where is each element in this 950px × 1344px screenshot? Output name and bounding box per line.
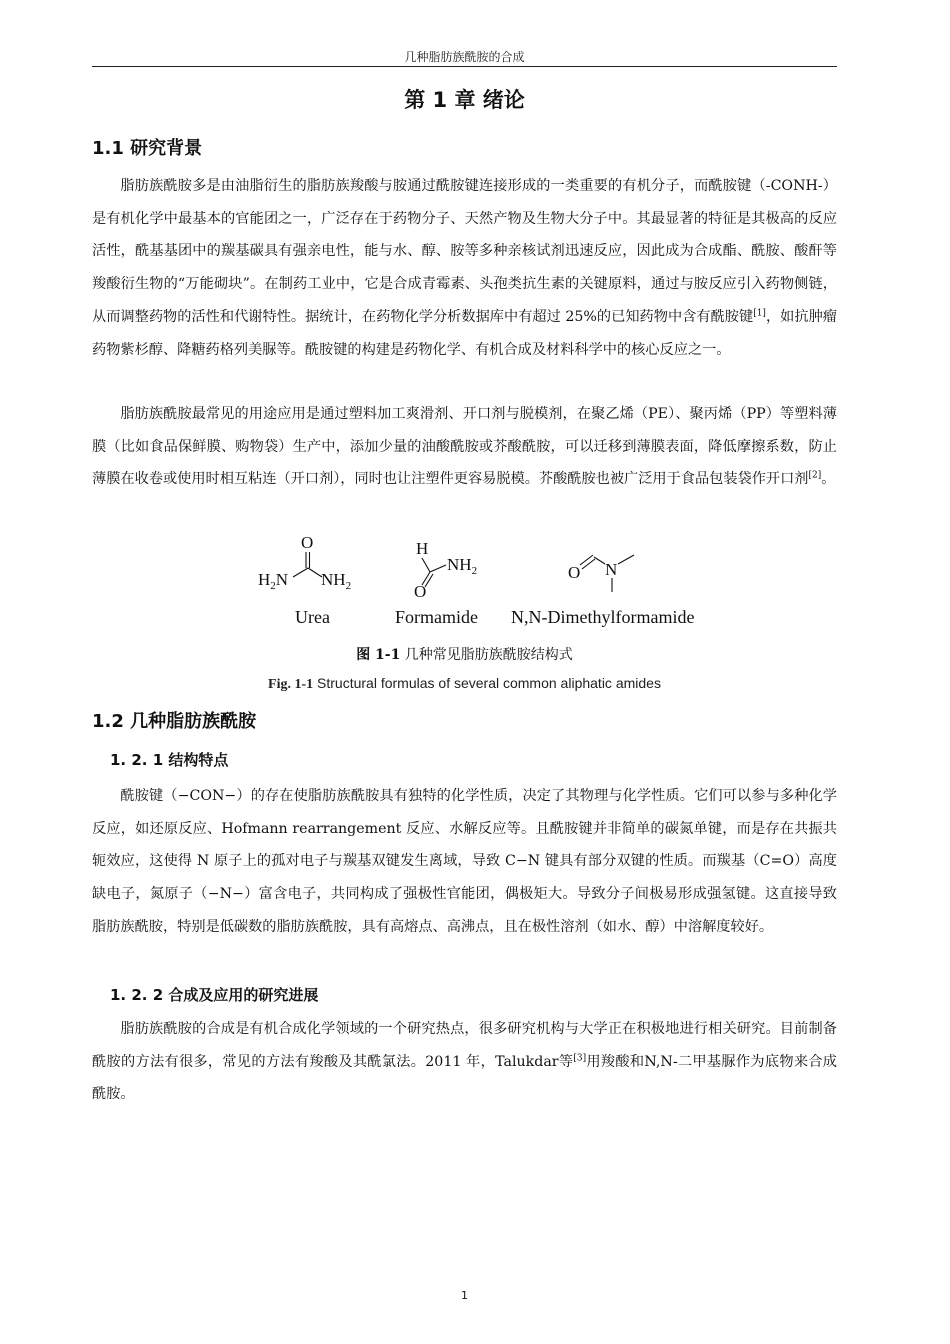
molecule-label-urea: Urea bbox=[295, 607, 330, 627]
structural-formulas bbox=[250, 532, 720, 632]
figure-caption-en bbox=[92, 675, 837, 693]
urea-left-amine: $H_2N$ bbox=[258, 570, 289, 592]
urea-structure bbox=[258, 533, 351, 592]
paragraph-background-1 bbox=[92, 170, 837, 366]
formamide-amine: $NH_2$ bbox=[447, 555, 478, 577]
paragraph-text: 。 bbox=[821, 471, 836, 488]
dmf-structure bbox=[568, 555, 634, 592]
paragraph-text: 脂肪族酰胺最常见的用途应用是通过塑料加工爽滑剂、开口剂与脱模剂，在聚乙烯（PE）、聚丙烯（PP）等塑料薄膜（比如食品保鲜膜、购物袋）生产中，添加少量的油酸酰胺或芥酸酰胺，可以迁移到薄膜表面，降低摩擦系数，防止薄膜在收卷或使用时相互粘连（开口剂），同时也让注塑件更容易脱模。芥酸酰胺也被广泛用于食品包装袋作开口剂 bbox=[92, 406, 837, 488]
formamide-structure bbox=[414, 539, 477, 601]
dmf-oxygen: O bbox=[568, 563, 581, 582]
molecule-label-dmf: N,N-Dimethylformamide bbox=[511, 607, 695, 627]
caption-en-label: Fig. 1-1 bbox=[268, 677, 314, 692]
caption-cn-label: 图 1-1 bbox=[356, 647, 401, 663]
page-number: 1 bbox=[461, 1289, 468, 1302]
urea-right-amine: $NH_2$ bbox=[321, 570, 352, 592]
subsection-heading-1-2-1: 1. 2. 1 结构特点 bbox=[110, 751, 229, 769]
chapter-title: 第 1 章 绪论 bbox=[404, 88, 525, 112]
paragraph-text: 脂肪族酰胺多是由油脂衍生的脂肪族羧酸与胺通过酰胺键连接形成的一类重要的有机分子，而酰胺键（-CONH-）是有机化学中最基本的官能团之一，广泛存在于药物分子、天然产物及生物大分子中。其最显著的特征是其极高的反应活性，酰基基团中的羰基碳具有强亲电性，能与水、醇、胺等多种亲核试剂迅速反应，因此成为合成酯、酰胺、酸酐等羧酸衍生物的“万能砌块”。在制药工业中，它是合成青霉素、头孢类抗生素的关键原料，通过与胺反应引入药物侧链，从而调整药物的活性和代谢特性。据统计，在药物化学分析数据库中有超过 25%的已知药物中含有酰胺键 bbox=[92, 178, 837, 325]
section-heading-1-2: 1.2 几种脂肪族酰胺 bbox=[92, 711, 257, 732]
paragraph-structure: 酰胺键（−CON−）的存在使脂肪族酰胺具有独特的化学性质，决定了其物理与化学性质。它们可以参与多种化学反应，如还原反应、Hofmann rearrangement 反应、水解反应等。且酰胺键并非简单的碳氮单键，而是存在共振共轭效应，这使得 N 原子上的孤对电子与羰基双键发生离域，导致 C−N 键具有部分双键的性质。而羰基（C=O）高度缺电子，氮原子（−N−）富含电子，共同构成了强极性官能团，偶极矩大。导致分子间极易形成强氢键。这直接导致脂肪族酰胺，特别是低碳数的脂肪族酰胺，具有高熔点、高沸点，且在极性溶剂（如水、醇）中溶解度较好。 bbox=[92, 788, 837, 935]
urea-oxygen: O bbox=[301, 533, 314, 552]
amide-structures-figure bbox=[250, 532, 720, 632]
dmf-nitrogen: N bbox=[605, 560, 618, 579]
caption-cn-text: 几种常见脂肪族酰胺结构式 bbox=[400, 647, 573, 663]
formamide-oxygen: O bbox=[414, 582, 427, 601]
paragraph-text: ，如抗肿瘤药物紫杉醇、降糖药格列美脲等。酰胺键的构建是药物化学、有机合成及材料科学中的核心反应之一。 bbox=[92, 308, 837, 358]
caption-en-text: Structural formulas of several common aliphatic amides bbox=[313, 675, 661, 691]
citation-ref-1: [1] bbox=[753, 308, 766, 319]
paragraph-text: 用羧酸和N,N-二甲基脲作为底物来合成酰胺。 bbox=[92, 1053, 837, 1103]
figure-caption-cn bbox=[92, 644, 837, 664]
section-heading-1-1: 1.1 研究背景 bbox=[92, 138, 203, 159]
paragraph-synthesis bbox=[92, 1013, 837, 1111]
formamide-hydrogen: H bbox=[416, 539, 429, 558]
citation-ref-3: [3] bbox=[573, 1052, 587, 1063]
subsection-heading-1-2-2: 1. 2. 2 合成及应用的研究进展 bbox=[110, 986, 319, 1004]
molecule-label-formamide: Formamide bbox=[395, 607, 478, 627]
paragraph-background-2 bbox=[92, 398, 837, 496]
header-rule bbox=[92, 66, 837, 67]
paragraph-text: 脂肪族酰胺的合成是有机合成化学领域的一个研究热点，很多研究机构与大学正在积极地进行相关研究。目前制备酰胺的方法有很多，常见的方法有羧酸及其酰氯法。2011 年，Talukdar等 bbox=[92, 1021, 837, 1070]
citation-ref-2: [2] bbox=[808, 470, 822, 481]
running-header: 几种脂肪族酰胺的合成 bbox=[404, 50, 525, 64]
